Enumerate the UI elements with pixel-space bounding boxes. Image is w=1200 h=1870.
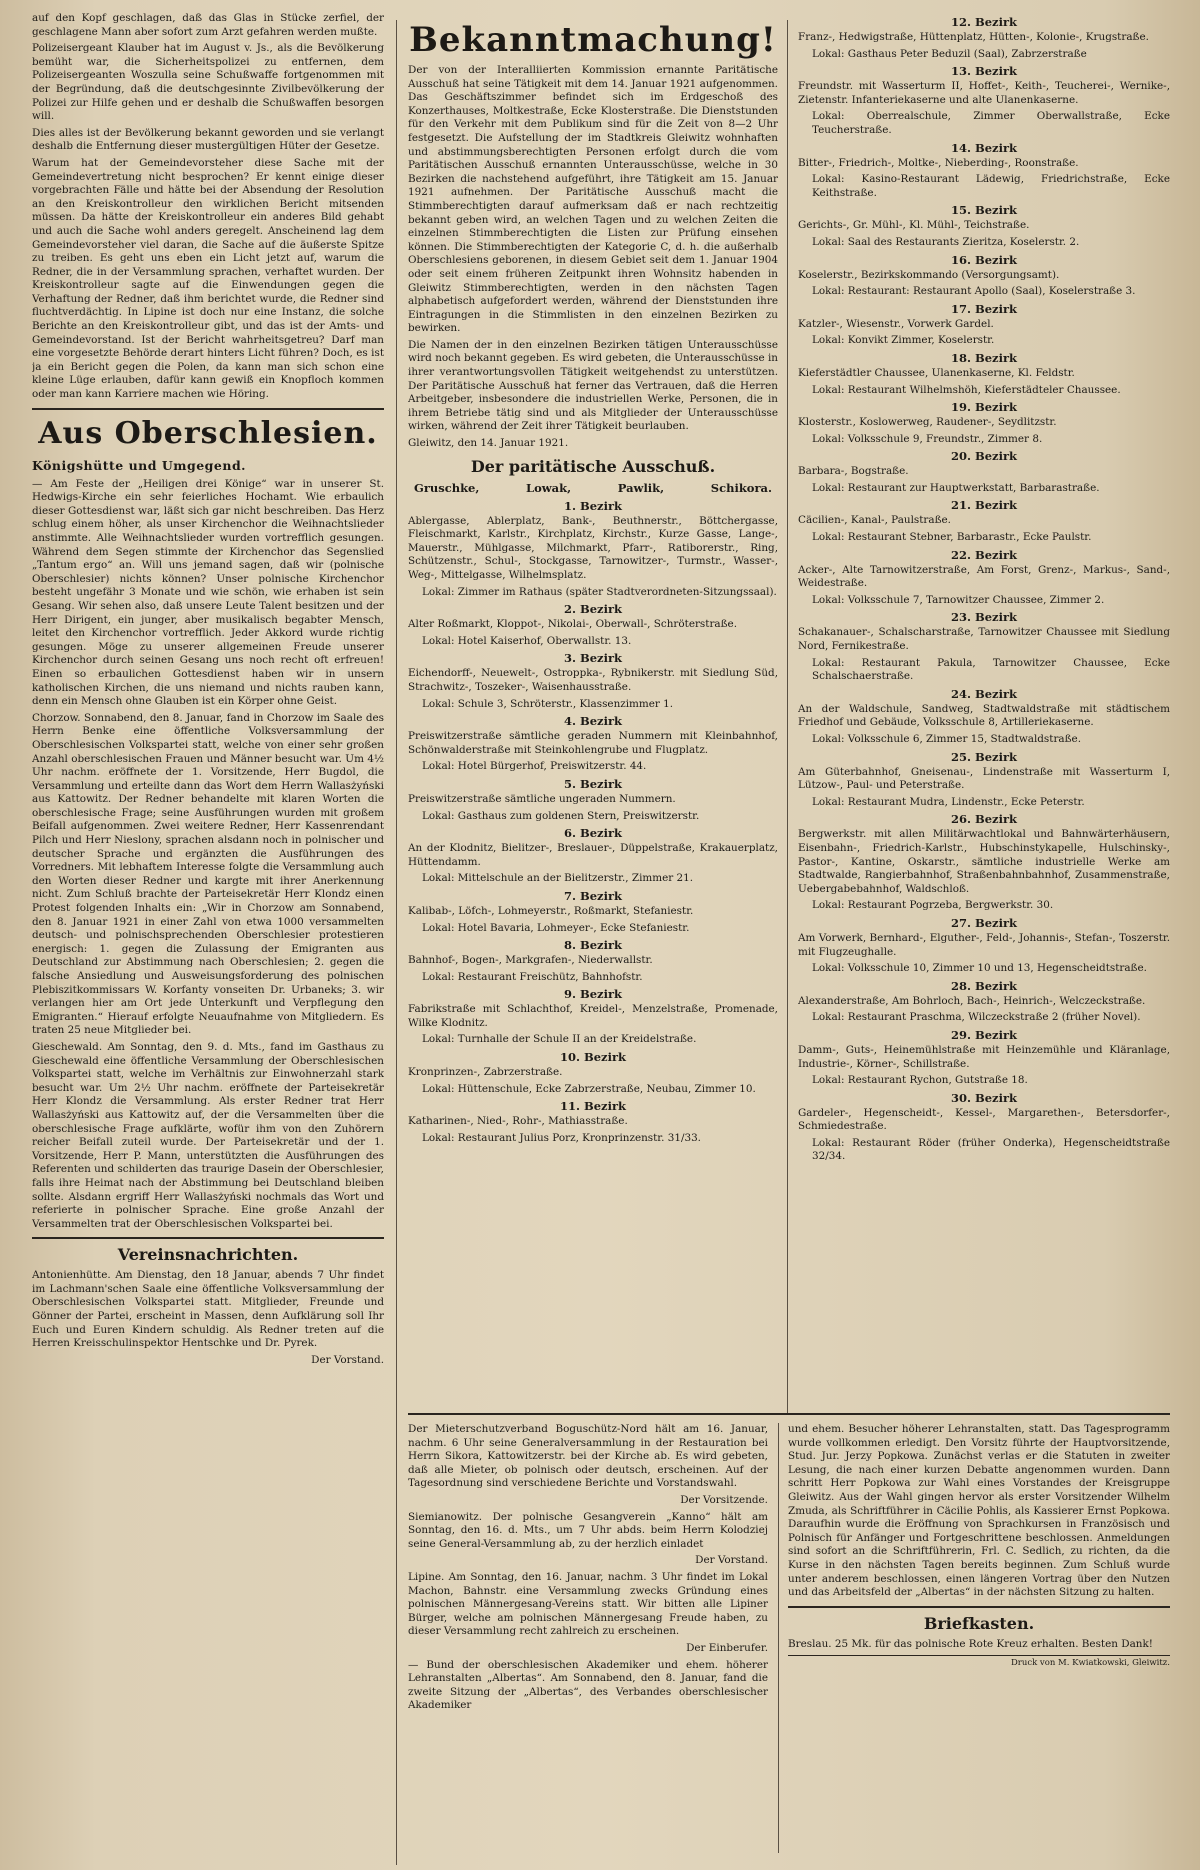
bezirk-title: 10. Bezirk bbox=[560, 1050, 626, 1065]
section-title: Aus Oberschlesien. bbox=[38, 415, 378, 451]
bezirk-lokal: Lokal: Volksschule 6, Zimmer 15, Stadtwaldstraße. bbox=[812, 733, 1081, 745]
bezirk-streets: Alexanderstraße, Am Bohrloch, Bach-, Heinrich-, Welczeckstraße. bbox=[798, 994, 1146, 1007]
bezirk-lokal: Lokal: Volksschule 7, Tarnowitzer Chaussee, Zimmer 2. bbox=[812, 593, 1105, 606]
notice-paragraph: und ehem. Besucher höherer Lehranstalten, statt. Das Tagesprogramm wurde vollkommen erledigt. Den Vorsitz führte der Hauptvorsitzende, Stud. Jur. Jerzy Popkowa. Zunächst verlas er die Statuten in zweiter Lesung, die nach einer kurzen Debatte angenommen wurden. Dann schritt Herr Popkowa zur Wahl eines Vorstandes der Kreisgruppe Gleiwitz. Aus der Wahl gingen hervor als erster Vorsitzender Wilhelm Zmuda, als Schriftführer in Cäcilie Pohlis, als Kassierer Ernst Popkowa. Daraufhin wurde die Eröffnung von Sprachkursen in Französisch und Polnisch für Anfänger und Fortgeschrittene beschlossen. Anmeldungen sind sofort an die Schriftführerin, Frl. C. Sedlich, zu richten, da die Kurse in den nächsten Tagen bereits beginnen. Zum Schluß wurde unter anderem beschlossen, einen längeren Vortrag über den Nutzen und das Arbeitsfeld der „Albertas“ in der nächsten Sitzung zu halten. bbox=[788, 1423, 1170, 1599]
bezirk-streets: An der Klodnitz, Bielitzer-, Breslauer-, Düppelstraße, Krakauerplatz, Hüttendamm. bbox=[408, 842, 778, 868]
bezirk-lokal: Lokal: Restaurant Mudra, Lindenstr., Ecke Peterstr. bbox=[812, 795, 1085, 808]
bezirk-title: 2. Bezirk bbox=[564, 602, 622, 617]
bezirk-streets: Bergwerkstr. mit allen Militärwachtlokal und Bahnwärterhäusern, Eisenbahn-, Friedrich-Karlstr., Hubschinstykapelle, Hulschinsky-, Pastor-, Kantine, Oskarstr., sämtliche industrielle Werke am Stadtwalde, Rangierbahnhof, Straßenbahnbahnhof, Zusammenstraße, Uebergabebahnhof, Waldschloß. bbox=[798, 828, 1170, 895]
bezirk-lokal: Lokal: Hotel Bürgerhof, Preiswitzerstr. 44. bbox=[422, 760, 647, 773]
bezirk-streets: Katharinen-, Nied-, Rohr-, Mathiasstraße. bbox=[408, 1115, 628, 1128]
column-1 bbox=[32, 12, 384, 1862]
bezirk-streets: Gardeler-, Hegenscheidt-, Kessel-, Margarethen-, Betersdorfer-, Schmiedestraße. bbox=[798, 1106, 1170, 1133]
verein-title: Vereinsnachrichten. bbox=[117, 1245, 299, 1265]
ausschuss-title: Der paritätische Ausschuß. bbox=[470, 456, 716, 476]
bezirk-lokal: Lokal: Restaurant Freischütz, Bahnhofstr. bbox=[422, 970, 643, 983]
notice-paragraph: Lipine. Am Sonntag, den 16. Januar, nachm. 3 Uhr findet im Lokal Machon, Bahnstr. eine Versammlung zwecks Gründung eines polnischen Männergesang-Vereins statt. Wir bitten alle Lipiner Bürger, welche am polnischen Männergesang Freude haben, zu dieser Versammlung recht zahlreich zu erscheinen. bbox=[408, 1570, 768, 1638]
column-divider bbox=[396, 20, 397, 1865]
bezirk-lokal: Lokal: Restaurant Pakula, Tarnowitzer Chaussee, Ecke Schalschaerstraße. bbox=[812, 656, 1170, 683]
bezirk-lokal: Lokal: Hotel Kaiserhof, Oberwallstr. 13. bbox=[422, 634, 632, 647]
bezirk-lokal: Lokal: Oberrealschule, Zimmer Oberwallstraße, Ecke Teucherstraße. bbox=[812, 110, 1170, 136]
section-rule bbox=[788, 1606, 1170, 1608]
bezirk-title: 3. Bezirk bbox=[564, 651, 622, 666]
bezirk-streets: An der Waldschule, Sandweg, Stadtwaldstraße mit städtischem Friedhof und Gebäude, Volksschule 8, Artilleriekaserne. bbox=[798, 702, 1170, 729]
signer: Schikora. bbox=[710, 480, 772, 495]
signer: Gruschke, bbox=[414, 480, 480, 495]
bottom-right-column bbox=[788, 1423, 1170, 1668]
bezirk-title: 18. Bezirk bbox=[951, 350, 1017, 365]
article-paragraph: auf den Kopf geschlagen, daß das Glas in Stücke zerfiel, der geschlagene Mann aber sofort zum Arzt gefahren werden mußte. bbox=[32, 12, 384, 38]
news-paragraph: — Am Feste der „Heiligen drei Könige“ war in unserer St. Hedwigs-Kirche ein sehr feierliches Hochamt. Wie erbaulich dieser Gottesdienst war, läßt sich gar nicht beschreiben. Das Herz schlug einem höher, als unser Kirchenchor die Weihnachtslieder anstimmte. Alle Weihnachtslieder wurden vortrefflich gesungen. Während dem Segen stimmte der Kirchenchor das Segenslied „Tantum ergo“ an. Will uns jemand sagen, daß wir (polnische Oberschlesier) nichts können? Unser polnische Kirchenchor besteht ungefähr 3 Monate und wie schön, wie erhaben ist sein Gesang. Wir sehen also, daß unsere Leute Talent besitzen und der Herr Dirigent, ein junger, aber musikalisch begabter Mensch, leitet den Kirchenchor vortrefflich. Jeder Akkord wurde richtig gesungen. Möge zu unserer allgemeinen Freude unserer Kirchenchor durch seinen Gesang uns noch recht oft erfreuen! Einen so erbaulichen Gottesdienst haben wir in unsern katholischen Kirchen, die uns niemand und nichts rauben kann, denn ein Mensch ohne Glauben ist ein Körper ohne Geist. bbox=[32, 477, 384, 708]
notice-paragraph: — Bund der oberschlesischen Akademiker und ehem. höherer Lehranstalten „Albertas“. Am Sonnabend, den 8. Januar, fand die zweite Sitzung der „Albertas“, des Verbandes oberschlesischer Akademiker bbox=[408, 1658, 768, 1712]
bezirk-streets: Bahnhof-, Bogen-, Markgrafen-, Niederwallstr. bbox=[408, 954, 653, 967]
bezirk-streets: Fabrikstraße mit Schlachthof, Kreidel-, Menzelstraße, Promenade, Wilke Klodnitz. bbox=[408, 1003, 778, 1029]
bezirk-streets: Klosterstr., Koslowerweg, Raudener-, Seydlitzstr. bbox=[798, 416, 1057, 429]
bezirk-title: 17. Bezirk bbox=[951, 301, 1017, 316]
bezirk-lokal: Lokal: Konvikt Zimmer, Koselerstr. bbox=[812, 334, 995, 347]
article-paragraph: Polizeisergeant Klauber hat im August v. Js., als die Bevölkerung bemüht war, die Sicherheitspolizei zu entfernen, dem Polizeisergeanten Woszulla seine Schußwaffe fortgenommen mit der Begründung, daß die deutschgesinnte Zivilbevölkerung der Polizei zur Hilfe gehen und er deshalb die Schußwaffen besorgen will. bbox=[32, 42, 384, 123]
bezirk-streets: Am Vorwerk, Bernhard-, Elguther-, Feld-, Johannis-, Stefan-, Toszerstr. mit Flugzeughalle. bbox=[798, 931, 1170, 958]
bezirk-streets: Koselerstr., Bezirkskommando (Versorgungsamt). bbox=[798, 268, 1060, 281]
bezirk-streets: Am Güterbahnhof, Gneisenau-, Lindenstraße mit Wasserturm I, Lützow-, Paul- und Peterstraße. bbox=[798, 765, 1170, 792]
announcement-paragraph: Die Namen der in den einzelnen Bezirken tätigen Unterausschüsse wird noch bekannt gegeben. Es wird gebeten, die Unterausschüsse in ihrer verantwortungsvollen Tätigkeit weitgehendst zu unterstützen. Der Paritätische Ausschuß hat ferner das Vertrauen, daß die Herren Arbeitgeber, insbesondere die industriellen Werke, Personen, die in ihrem Betriebe tätig sind und als Mitglieder der Unterausschüsse wirken, während der Zeit ihrer Tätigkeit beurlauben. bbox=[408, 338, 778, 433]
bezirk-lokal: Lokal: Hüttenschule, Ecke Zabrzerstraße, Neubau, Zimmer 10. bbox=[422, 1082, 756, 1095]
bezirk-lokal: Lokal: Restaurant Julius Porz, Kronprinzenstr. 31/33. bbox=[422, 1131, 701, 1144]
bezirk-title: 4. Bezirk bbox=[564, 714, 622, 729]
bezirk-lokal: Lokal: Gasthaus Peter Beduzil (Saal), Zabrzerstraße bbox=[812, 47, 1087, 60]
bezirk-streets: Bitter-, Friedrich-, Moltke-, Nieberding-, Roonstraße. bbox=[798, 156, 1079, 169]
column-2 bbox=[408, 12, 778, 1402]
bezirk-title: 27. Bezirk bbox=[951, 915, 1017, 930]
bezirk-lokal: Lokal: Restaurant zur Hauptwerkstatt, Barbarastraße. bbox=[812, 481, 1100, 494]
bezirk-streets: Franz-, Hedwigstraße, Hüttenplatz, Hütten-, Kolonie-, Krugstraße. bbox=[798, 31, 1149, 43]
bezirk-title: 16. Bezirk bbox=[951, 252, 1017, 267]
bezirk-title: 8. Bezirk bbox=[564, 938, 622, 953]
bezirk-lokal: Lokal: Hotel Bavaria, Lohmeyer-, Ecke Stefaniestr. bbox=[422, 921, 690, 934]
bezirk-lokal: Lokal: Restaurant Praschma, Wilczeckstraße 2 (früher Novel). bbox=[812, 1011, 1141, 1024]
bezirk-title: 22. Bezirk bbox=[951, 547, 1017, 562]
announcement-paragraph: Der von der Interalliierten Kommission ernannte Paritätische Ausschuß hat seine Tätigkeit mit dem 14. Januar 1921 aufgenommen. Das Geschäftszimmer befindet sich im Erdgeschoß des Konzerthauses, Moltkestraße, Ecke Klosterstraße. Die Dienststunden für den Verkehr mit dem Publikum sind für die Zeit von 8—2 Uhr festgesetzt. Die Aufstellung der im Stadtkreis Gleiwitz wohnhaften und abstimmungsberechtigten Personen erfolgt durch die vom Paritätischen Ausschuß ernannten Unterausschüsse, welche in 30 Bezirken die nachstehend aufgeführt, ihre Tätigkeit am 15. Januar 1921 aufnehmen. Der Paritätische Ausschuß macht die Stimmberechtigten darauf aufmerksam daß er nach rechtzeitig bekannt geben wird, an welchen Tagen und zu welchen Zeiten die einzelnen Stimmberechtigten die Listen zur Prüfung einsehen können. Die Stimmberechtigten der Kategorie C, d. h. die außerhalb Oberschlesiens geborenen, in diesem Gebiet seit dem 1. Januar 1904 oder seit einem früheren Zeitpunkt ihren Wohnsitz habenden in Gleiwitz Stimmberechtigten, werden in den nächsten Tagen alphabetisch aufgefordert werden, während der Dienststunden ihre Eintragungen in die Stimmlisten in den einzelnen Bezirken zu bewirken. bbox=[408, 64, 778, 335]
notice-paragraph: Siemianowitz. Der polnische Gesangverein „Kanno“ hält am Sonntag, den 16. d. Mts., um 7 Uhr abds. beim Herrn Kolodziej seine General-Versammlung ab, zu der herzlich einladet bbox=[408, 1510, 768, 1550]
section-rule bbox=[32, 1237, 384, 1239]
bezirk-lokal: Lokal: Restaurant: Restaurant Apollo (Saal), Koselerstraße 3. bbox=[812, 285, 1136, 298]
bottom-section bbox=[408, 1413, 1170, 1863]
bezirk-title: 9. Bezirk bbox=[564, 987, 622, 1002]
bezirk-title: 26. Bezirk bbox=[951, 812, 1017, 827]
bezirk-lokal: Lokal: Saal des Restaurants Zieritza, Koselerstr. 2. bbox=[812, 235, 1080, 248]
news-paragraph: Gieschewald. Am Sonntag, den 9. d. Mts., fand im Gasthaus zu Gieschewald eine öffentliche Versammlung der Oberschlesischen Volkspartei statt, welche im Verhältnis zur Einwohnerzahl stark besucht war. Um 2½ Uhr nachm. eröffnete der Parteisekretär Herr Klondz die Versammlung. Als erster Redner trat Herr Wallasżyński aus Kattowitz auf, der die Versammelten über die oberschlesische Frage aufklärte, wofür ihm von den Zuhörern reicher Beifall zuteil wurde. Der Parteisekretär und der 1. Vorsitzende, Herr P. Mann, unterstützten die Ausführungen des Referenten und schilderten das traurige Dasein der Oberschlesier, falls ihre Heimat nach der Abstimmung bei Deutschland bleiben sollte. Alsdann ergriff Herr Wallasżyński nochmals das Wort und referierte in polnischer Sprache. Eine große Anzahl der Versammelten trat der Oberschlesischen Volkspartei bei. bbox=[32, 1040, 384, 1230]
bezirk-lokal: Lokal: Restaurant Pogrzeba, Bergwerkstr. 30. bbox=[812, 899, 1054, 912]
bezirk-lokal: Lokal: Zimmer im Rathaus (später Stadtverordneten-Sitzungssaal). bbox=[422, 585, 777, 598]
bezirk-title: 11. Bezirk bbox=[560, 1099, 626, 1114]
bezirk-streets: Damm-, Guts-, Heinemühlstraße mit Heinzemühle und Kläranlage, Industrie-, Körner-, Schillstraße. bbox=[798, 1043, 1170, 1070]
bezirk-streets: Barbara-, Bogstraße. bbox=[798, 465, 909, 478]
bezirk-list bbox=[798, 15, 1170, 1164]
bezirk-lokal: Lokal: Gasthaus zum goldenen Stern, Preiswitzerstr. bbox=[422, 809, 700, 822]
bezirk-title: 28. Bezirk bbox=[951, 978, 1017, 993]
bezirk-streets: Preiswitzerstraße sämtliche ungeraden Nummern. bbox=[408, 792, 676, 805]
bezirk-title: 21. Bezirk bbox=[951, 498, 1017, 513]
bezirk-lokal: Lokal: Restaurant Wilhelmshöh, Kieferstädteler Chaussee. bbox=[812, 383, 1121, 396]
bezirk-lokal: Lokal: Restaurant Röder (früher Onderka), Hegenscheidtstraße 32/34. bbox=[812, 1136, 1170, 1163]
bezirk-streets: Katzler-, Wiesenstr., Vorwerk Gardel. bbox=[798, 317, 994, 330]
bezirk-title: 7. Bezirk bbox=[564, 888, 622, 903]
verein-signature: Der Vorstand. bbox=[311, 1353, 384, 1366]
briefkasten-title: Briefkasten. bbox=[923, 1613, 1035, 1633]
bezirk-title: 24. Bezirk bbox=[951, 686, 1017, 701]
bezirk-streets: Preiswitzerstraße sämtliche geraden Nummern mit Kleinbahnhof, Schönwalderstraße mit Steinkohlengrube und Flugplatz. bbox=[408, 730, 778, 756]
bezirk-streets: Schakanauer-, Schalscharstraße, Tarnowitzer Chaussee mit Siedlung Nord, Fernikestraße. bbox=[798, 626, 1170, 653]
bezirk-streets: Kalibab-, Löfch-, Lohmeyerstr., Roßmarkt, Stefaniestr. bbox=[408, 904, 694, 917]
bezirk-title: 23. Bezirk bbox=[951, 610, 1017, 625]
notice-signature: Der Einberufer. bbox=[686, 1641, 768, 1654]
bezirk-lokal: Lokal: Turnhalle der Schule II an der Kreidelstraße. bbox=[422, 1033, 697, 1046]
bezirk-title: 12. Bezirk bbox=[951, 15, 1017, 29]
signer: Pawlik, bbox=[617, 480, 665, 495]
bezirk-title: 1. Bezirk bbox=[564, 498, 622, 513]
notice-paragraph: Der Mieterschutzverband Boguschütz-Nord hält am 16. Januar, nachm. 6 Uhr seine Generalversammlung in der Restauration bei Herrn Sikora, Kattowitzerstr. bei der Kirche ab. Es wird gebeten, daß alle Mieter, ob polnisch oder deutsch, erscheinen. Auf der Tagesordnung sind verschiedene Berichte und Vorstandswahl. bbox=[408, 1423, 768, 1490]
bezirk-streets: Gerichts-, Gr. Mühl-, Kl. Mühl-, Teichstraße. bbox=[798, 219, 1030, 232]
bezirk-streets: Cäcilien-, Kanal-, Paulstraße. bbox=[798, 514, 951, 527]
article-paragraph: Warum hat der Gemeindevorsteher diese Sache mit der Gemeindevertretung nicht besprochen? Er kennt einige dieser vorgebrachten Fälle und hätte bei der Absendung der Resolution an den Kreiskontrolleur den wirklichen Bericht mitsenden müssen. Da hätte der Kreiskontrolleur ein anderes Bild gehabt und auch die Sache wohl anders geregelt. Anscheinend lag dem Gemeindevorsteher viel daran, die Sache auf die äußerste Spitze zu treiben. Es geht uns eben ein Licht jetzt auf, warum die Redner, die in der Versammlung sprachen, verhaftet wurden. Der Kreiskontrolleur sagte auf die Einwendungen gegen die Verhaftung der Redner, daß ihm berichtet wurde, die Redner sind fluchtverdächtig. In Lipine ist doch nur eine Instanz, die solche Berichte an den Kreiskontrolleur gibt, und das ist der Amts- und Gemeindevorstand. Ist der Bericht wahrheitsgetreu? Darf man eine vorgesetzte Behörde derart hinters Licht führen? Doch, es ist ja ein Bericht gegen die Polen, da kann man sich schon eine kleine Lüge erlauben, dafür kann gewiß ein Knopfloch kommen oder man kann Karriere machen wie Höring. bbox=[32, 156, 384, 401]
sub-title: Königshütte und Umgegend. bbox=[32, 457, 247, 473]
bezirk-title: 30. Bezirk bbox=[951, 1090, 1017, 1105]
bezirk-streets: Freundstr. mit Wasserturm II, Hoffet-, Keith-, Teucherei-, Wernike-, Zietenstr. Infanteriekaserne und alte Ulanenkaserne. bbox=[798, 80, 1170, 106]
dateline: Gleiwitz, den 14. Januar 1921. bbox=[408, 437, 569, 450]
bezirk-title: 19. Bezirk bbox=[951, 400, 1017, 415]
bezirk-lokal: Lokal: Mittelschule an der Bielitzerstr., Zimmer 21. bbox=[422, 872, 694, 885]
bezirk-lokal: Lokal: Schule 3, Schröterstr., Klassenzimmer 1. bbox=[422, 697, 674, 710]
bezirk-streets: Acker-, Alte Tarnowitzerstraße, Am Forst, Grenz-, Markus-, Sand-, Weidestraße. bbox=[798, 563, 1170, 590]
bezirk-lokal: Lokal: Kasino-Restaurant Lädewig, Friedrichstraße, Ecke Keithstraße. bbox=[812, 173, 1170, 199]
printer-line: Druck von M. Kwiatkowski, Gleiwitz. bbox=[788, 1655, 1170, 1668]
bezirk-streets: Eichendorff-, Neuewelt-, Ostroppka-, Rybnikerstr. mit Siedlung Süd, Strachwitz-, Toszeker-, Waisenhausstraße. bbox=[408, 667, 778, 693]
announcement-title: Bekanntmachung! bbox=[409, 20, 777, 60]
column-3 bbox=[798, 12, 1170, 1402]
bezirk-title: 5. Bezirk bbox=[564, 776, 622, 791]
bezirk-lokal: Lokal: Volksschule 10, Zimmer 10 und 13, Hegenscheidtstraße. bbox=[812, 962, 1147, 975]
bezirk-lokal: Lokal: Restaurant Rychon, Gutstraße 18. bbox=[812, 1074, 1028, 1087]
bezirk-title: 20. Bezirk bbox=[951, 449, 1017, 464]
notice-signature: Der Vorsitzende. bbox=[680, 1493, 768, 1506]
signer: Lowak, bbox=[526, 480, 572, 495]
bezirk-streets: Kieferstädtler Chaussee, Ulanenkaserne, Kl. Feldstr. bbox=[798, 366, 1075, 379]
article-paragraph: Dies alles ist der Bevölkerung bekannt geworden und sie verlangt deshalb die Entfernung dieser mustergültigen Hüter der Gesetze. bbox=[32, 126, 384, 153]
bezirk-list bbox=[408, 499, 778, 1146]
notice-signature: Der Vorstand. bbox=[695, 1554, 768, 1567]
bezirk-title: 29. Bezirk bbox=[951, 1027, 1017, 1042]
section-rule bbox=[408, 1413, 1170, 1415]
signers bbox=[414, 481, 772, 495]
bezirk-title: 25. Bezirk bbox=[951, 749, 1017, 764]
column-divider bbox=[787, 20, 788, 1415]
bezirk-title: 14. Bezirk bbox=[951, 140, 1017, 155]
news-paragraph: Chorzow. Sonnabend, den 8. Januar, fand in Chorzow im Saale des Herrn Benke eine öffentliche Volksversammlung der Oberschlesischen Volkspartei statt, welche von einer sehr großen Anzahl oberschlesischen Frauen und Männer besucht war. Um 4½ Uhr nachm. eröffnete der 1. Vorsitzende, Herr Bugdol, die Versammlung und erteilte dann das Wort dem Herrn Wallasżyński aus Kattowitz. Der Redner behandelte mit klaren Worten die oberschlesische Frage; seine Ausführungen wurden mit großem Beifall aufgenommen. Zwei weitere Redner, Herr Kassenrendant Pilch und Herr Nieslony, sprachen alsdann noch in polnischer und deutscher Sprache und ergänzten die Ausführungen des Vorredners. Mit lebhaftem Interesse folgte die Versammlung auch den Worten dieser Redner und kargte mit ihrer Anerkennung nicht. Zum Schluß brachte der Parteisekretär Herr Klondz einen Protest folgenden Inhalts ein: „Wir in Chorzow am Sonnabend, den 8. Januar 1921 in einer Zahl von etwa 1000 versammelten deutsch- und polnischsprechenden Oberschlesier protestieren energisch: 1. gegen die Zulassung der Emigranten aus Deutschland zur Abstimmung nach Oberschlesien; 2. gegen die falsche Ansiedlung und Ausweisungsforderung des polnischen Plebiszitkommissars W. Korfanty vonseiten Dr. Urbaneks; 3. wir verlangen hier am Ort jede Unterkunft und Verpflegung den Emigranten.“ Hierauf erfolgte Neuaufnahme von Mitgliedern. Es traten 25 neue Mitglieder bei. bbox=[32, 711, 384, 1037]
bezirk-streets: Ablergasse, Ablerplatz, Bank-, Beuthnerstr., Böttchergasse, Fleischmarkt, Karlstr., Kirchplatz, Kirchstr., Kurze Gasse, Lange-, Mauerstr., Mühlgasse, Milchmarkt, Pfarr-, Ratiborerstr., Ring, Schützenstr., Schul-, Stockgasse, Tarnowitzer-, Turmstr., Wasser-, Weg-, Mittelgasse, Wilhelmsplatz. bbox=[408, 514, 778, 581]
bezirk-title: 6. Bezirk bbox=[564, 826, 622, 841]
bezirk-title: 13. Bezirk bbox=[951, 64, 1017, 79]
briefkasten-text: Breslau. 25 Mk. für das polnische Rote Kreuz erhalten. Besten Dank! bbox=[788, 1637, 1153, 1650]
section-rule bbox=[32, 408, 384, 410]
bottom-left-column bbox=[408, 1423, 768, 1716]
bezirk-title: 15. Bezirk bbox=[951, 203, 1017, 218]
verein-paragraph: Antonienhütte. Am Dienstag, den 18 Januar, abends 7 Uhr findet im Lachmann'schen Saale eine öffentliche Volksversammlung der Oberschlesischen Volkspartei statt. Mitglieder, Freunde und Gönner der Partei, erscheint in Massen, denn Aufklärung soll Ihr Euch und Euren Kindern schuldig. Als Redner treten auf die Herren Kreisschulinspektor Hentschke und Dr. Pyrek. bbox=[32, 1269, 384, 1350]
column-divider bbox=[778, 1423, 779, 1853]
bezirk-lokal: Lokal: Restaurant Stebner, Barbarastr., Ecke Paulstr. bbox=[812, 531, 1092, 544]
bezirk-lokal: Lokal: Volksschule 9, Freundstr., Zimmer 8. bbox=[812, 432, 1043, 445]
bezirk-streets: Kronprinzen-, Zabrzerstraße. bbox=[408, 1066, 563, 1079]
bezirk-streets: Alter Roßmarkt, Kloppot-, Nikolai-, Oberwall-, Schröterstraße. bbox=[408, 618, 737, 631]
